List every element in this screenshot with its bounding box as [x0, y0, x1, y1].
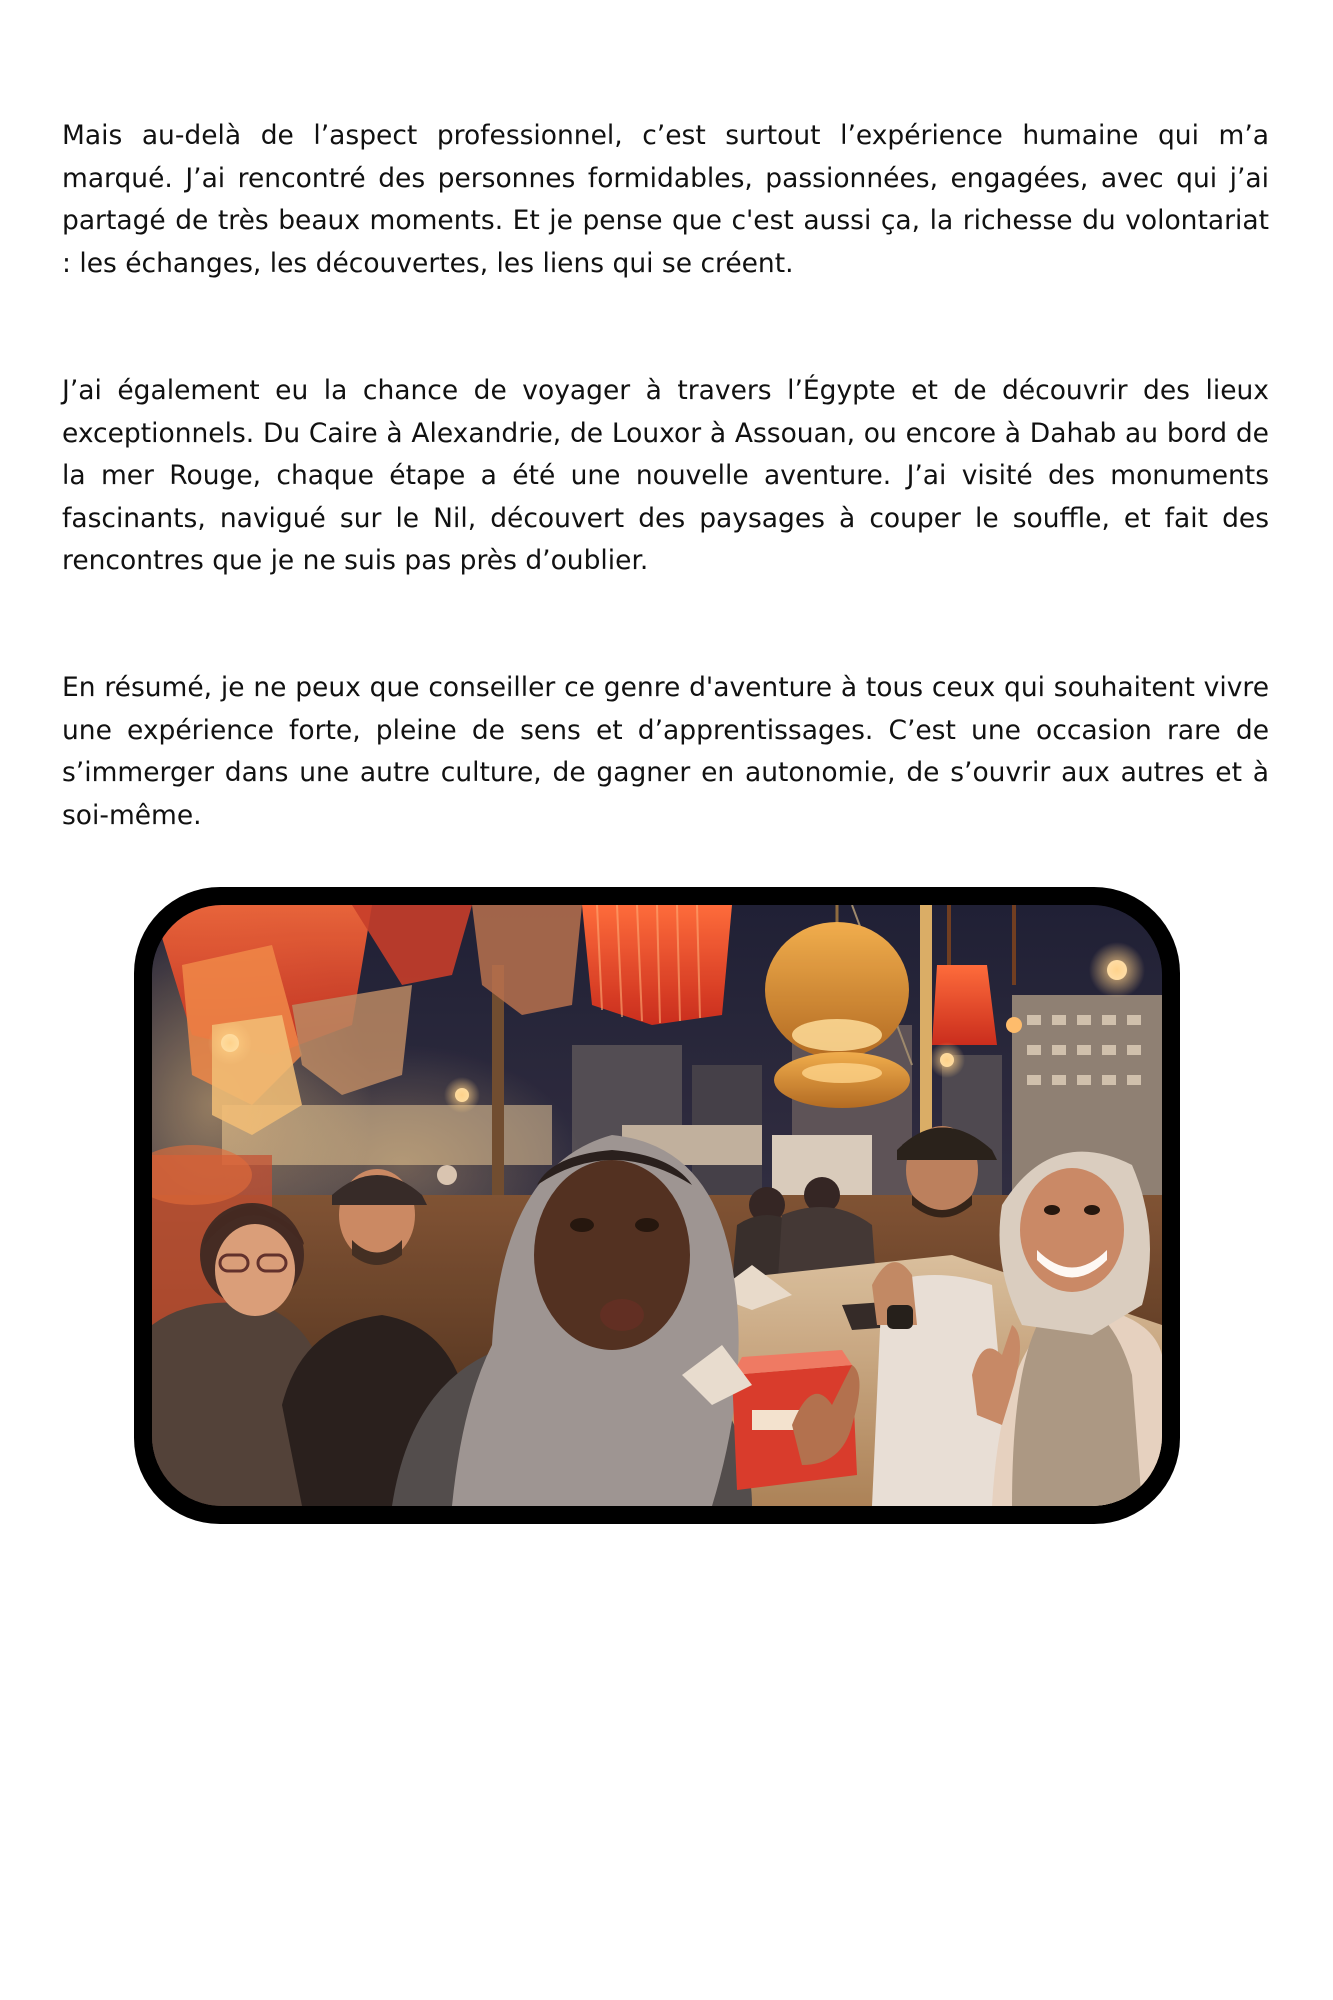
group-selfie-photo — [152, 905, 1162, 1506]
paragraph-human-experience: Mais au-delà de l’aspect professionnel, c’est surtout l’expérience humaine qui m’a marqué. J’ai rencontré des personnes formidables, passionnées, engagées, avec qui j’ai partagé de très beaux moments. Et je pense que c'est aussi ça, la richesse du volontariat : les échanges, les découvertes, les liens qui se créent. — [62, 120, 1269, 279]
photo-frame — [134, 887, 1180, 1524]
paragraph-travels-egypt: J’ai également eu la chance de voyager à travers l’Égypte et de découvrir des lieux exceptionnels. Du Caire à Alexandrie, de Louxor à Assouan, ou encore à Dahab au bord de la mer Rouge, chaque étape a été une nouvelle aventure. J’ai visité des monuments fascinants, navigué sur le Nil, découvert des paysages à couper le souffle, et fait des rencontres que je ne suis pas près d’oublier. — [62, 375, 1269, 577]
paragraph-summary: En résumé, je ne peux que conseiller ce genre d'aventure à tous ceux qui souhaitent vivre une expérience forte, pleine de sens et d’apprentissages. C’est une occasion rare de s’immerger dans une autre culture, de gagner en autonomie, de s’ouvrir aux autres et à soi-même. — [62, 672, 1269, 831]
rooftop-cafe-illustration — [152, 905, 1162, 1506]
